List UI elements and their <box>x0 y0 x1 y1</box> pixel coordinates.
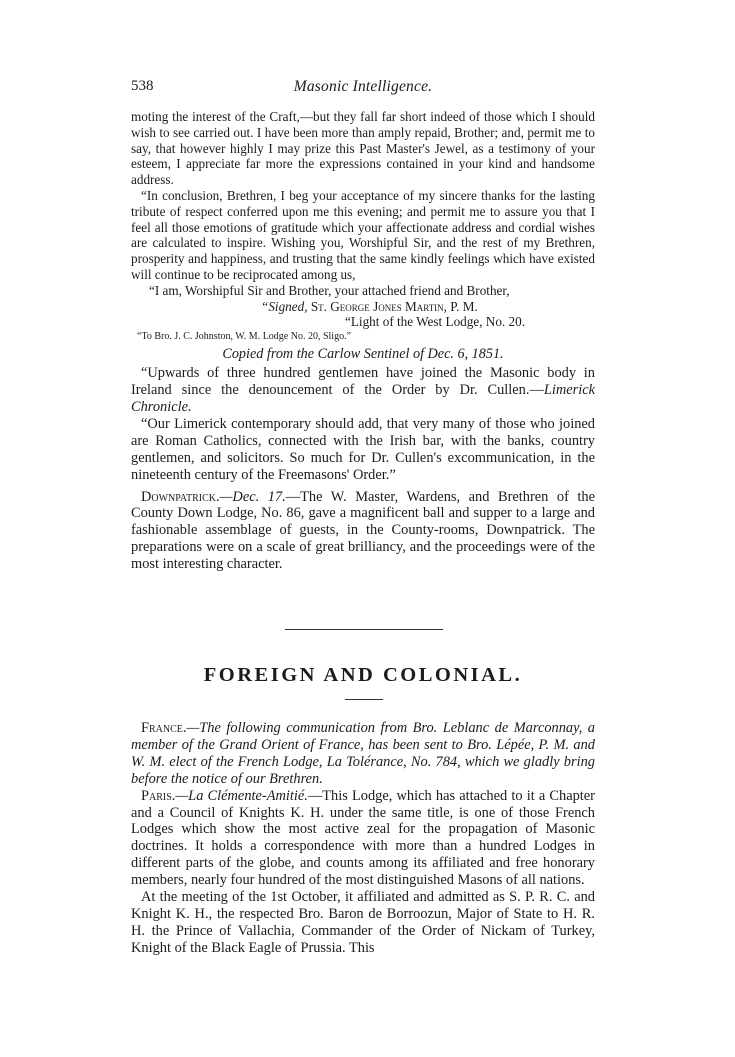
paris-paragraph <box>131 788 595 889</box>
carlow-paragraph-1-text: “Upwards of three hundred gentlemen have joined the Masonic body in Ireland since the denouncement of the Order by Dr. Cullen.— <box>131 365 595 399</box>
section-divider-rule <box>285 629 443 630</box>
page-header <box>131 78 595 100</box>
paris-text: —This Lodge, which has attached to it a Chapter and a Council of Knights K. H. under the same title, is one of those French Lodges which show the most active zeal for the propagation of Masonic doctrines. It holds a correspondence with more than a hundred Lodges in different parts of the globe, and counts among its affiliated and free honorary members, nearly four hundred of the most distinguished Masons of all nations. <box>131 787 595 889</box>
letter-addressee: “To Bro. J. C. Johnston, W. M. Lodge No. 20, Sligo.” <box>137 331 352 343</box>
carlow-paragraph-1-source: Limerick Chronicle. <box>131 382 595 415</box>
paris-place: Paris. <box>141 787 176 804</box>
france-paragraph <box>131 720 595 788</box>
france-text: —The following communication from Bro. Leblanc de Marconnay, a member of the Grand Orient of France, has been sent to Bro. Lépée, P. M. and W. M. elect of the French Lodge, La Tolérance, No. 784, which we gladly bring before the notice of our Brethren. <box>131 720 595 787</box>
carlow-heading: Copied from the Carlow Sentinel of Dec. 6, 1851. <box>222 346 504 363</box>
section-title-underline <box>345 699 383 700</box>
letter-signature <box>131 299 595 315</box>
downpatrick-text: —The W. Master, Wardens, and Brethren of the County Down Lodge, No. 86, gave a magnificent ball and supper to a large and fashionable assemblage of guests, in the County-rooms, Downpatrick. The preparations were on a scale of great brilliancy, and the proceedings were of the most interesting character. <box>131 488 595 573</box>
downpatrick-paragraph <box>131 489 595 574</box>
page-number: 538 <box>131 78 154 94</box>
letter-paragraph-1: moting the interest of the Craft,—but they fall far short indeed of those which I should wish to see carried out. I have been more than amply repaid, Brother; and, permit me to say, that however highly I may prize this Past Master's Jewel, as a testimony of your esteem, I appreciate far more the expressions contained in your kind and handsome address. <box>131 109 595 188</box>
signer-name: St. George Jones Martin, P. M. <box>310 298 478 314</box>
running-title: Masonic Intelligence. <box>293 78 433 95</box>
paris-lodge-name: —La Clémente-Amitié. <box>175 787 308 804</box>
upper-column <box>131 109 595 573</box>
downpatrick-place: Downpatrick. <box>141 488 220 505</box>
carlow-paragraph-1 <box>131 365 595 416</box>
france-place: France. <box>141 720 187 736</box>
letter-lodge: “Light of the West Lodge, No. 20. <box>345 314 525 330</box>
lower-column <box>131 720 595 957</box>
paris-paragraph-2: At the meeting of the 1st October, it affiliated and admitted as S. P. R. C. and Knight K. H., the respected Bro. Baron de Borroozun, Major of State to H. R. H. the Prince of Vallachia, Commander of the Order of Nickam of Turkey, Knight of the Black Eagle of Prussia. This <box>131 889 595 956</box>
signed-label: “Signed, <box>261 298 308 314</box>
letter-closing: “I am, Worshipful Sir and Brother, your attached friend and Brother, <box>149 282 510 298</box>
letter-paragraph-2: “In conclusion, Brethren, I beg your acceptance of my sincere thanks for the lasting tribute of respect conferred upon me this evening; and permit me to assure you that I feel all those emotions of gratitude which your affectionate address and cordial wishes are calculated to inspire. Wishing you, Worshipful Sir, and the rest of my Brethren, prosperity and happiness, and trusting that the same kindly feelings which have existed will continue to be reciprocated among us, <box>131 187 595 282</box>
downpatrick-date: —Dec. 17. <box>219 488 286 505</box>
section-title: FOREIGN AND COLONIAL. <box>203 664 523 686</box>
carlow-paragraph-2: “Our Limerick contemporary should add, that very many of those who joined are Roman Catholics, connected with the Irish bar, with the banks, country gentlemen, and solicitors. So much for Dr. Cullen's excommunication, in the nineteenth century of the Freemasons' Order.” <box>131 415 595 483</box>
